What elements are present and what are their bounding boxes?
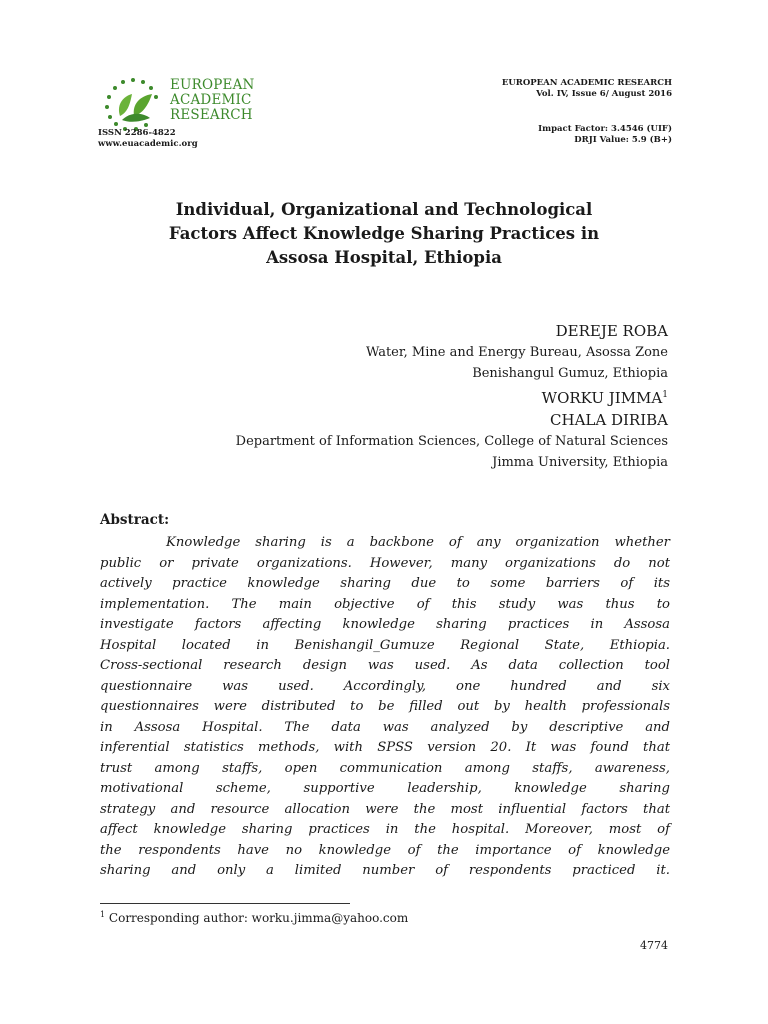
abstract-line: questionnaires were distributed to be filled out by health professionals <box>100 699 670 714</box>
issn: ISSN 2286-4822 <box>98 128 176 138</box>
abstract-line: affect knowledge sharing practices in the hospital. Moreover, most of <box>100 822 670 837</box>
logo-line: EUROPEAN <box>170 77 255 93</box>
journal-info <box>502 78 672 100</box>
laurel-leaf-icon <box>98 76 168 132</box>
abstract-line: motivational scheme, supportive leadership, knowledge sharing <box>100 781 670 796</box>
journal-name: EUROPEAN ACADEMIC RESEARCH <box>501 78 672 88</box>
issn-block <box>98 128 198 150</box>
abstract-heading: Abstract: <box>100 512 170 528</box>
author-affiliation: Water, Mine and Energy Bureau, Asossa Zone <box>365 345 668 360</box>
abstract-line: questionnaire was used. Accordingly, one hundred and six <box>100 678 670 694</box>
author-name-with-mark <box>108 384 668 409</box>
abstract-line: in Assosa Hospital. The data was analyzed by descriptive and <box>100 719 670 735</box>
title-line: Assosa Hospital, Ethiopia <box>266 248 502 267</box>
journal-volume: Vol. IV, Issue 6/ August 2016 <box>536 89 672 99</box>
abstract-line: strategy and resource allocation were the most influential factors that <box>100 801 670 817</box>
abstract-line: actively practice knowledge sharing due to some barriers of its <box>100 576 670 591</box>
impact-info <box>538 124 672 146</box>
impact-factor: Impact Factor: 3.4546 (UIF) <box>538 124 672 134</box>
journal-logo <box>98 76 258 132</box>
abstract-line: the respondents have no knowledge of the importance of knowledge <box>100 842 670 858</box>
footnote-divider <box>100 903 350 904</box>
logo-line: ACADEMIC <box>170 92 252 108</box>
page-number: 4774 <box>640 939 668 952</box>
author-name: WORKU JIMMA <box>541 389 663 407</box>
logo-wordmark <box>170 78 255 123</box>
abstract-line: Cross-sectional research design was used. As data collection tool <box>100 658 670 673</box>
footnote-text: Corresponding author: worku.jimma@yahoo.com <box>105 911 409 925</box>
footnote <box>100 910 408 925</box>
abstract-line: Knowledge sharing is a backbone of any organization whether <box>166 535 670 550</box>
title-line: Factors Affect Knowledge Sharing Practices in <box>168 224 600 243</box>
logo-line: RESEARCH <box>170 107 253 123</box>
author-name: DEREJE ROBA <box>555 322 668 340</box>
footnote-mark: 1 <box>662 390 668 400</box>
author-affiliation: Department of Information Sciences, College of Natural Sciences <box>235 434 668 449</box>
author-affiliation: Jimma University, Ethiopia <box>492 455 668 470</box>
abstract-line: trust among staffs, open communication among staffs, awareness, <box>100 760 670 776</box>
footnote-mark: 1 <box>100 910 106 919</box>
abstract-body <box>100 533 670 882</box>
title-line: Individual, Organizational and Technological <box>175 200 593 219</box>
abstract-line: Hospital located in Benishangil_Gumuze Regional State, Ethiopia. <box>100 637 670 653</box>
website: www.euacademic.org <box>98 139 198 149</box>
abstract-line: implementation. The main objective of this study was thus to <box>100 596 670 612</box>
paper-title <box>100 198 668 270</box>
abstract-line: sharing and only a limited number of respondents practiced it. <box>100 863 670 878</box>
author-name: CHALA DIRIBA <box>550 411 668 429</box>
abstract-line: inferential statistics methods, with SPSS version 20. It was found that <box>100 740 670 755</box>
abstract-line: investigate factors affecting knowledge sharing practices in Assosa <box>100 617 670 632</box>
author-block <box>108 320 668 473</box>
abstract-line: public or private organizations. However, many organizations do not <box>100 555 670 571</box>
author-affiliation: Benishangul Gumuz, Ethiopia <box>472 366 668 381</box>
drji-value: DRJI Value: 5.9 (B+) <box>574 135 672 145</box>
